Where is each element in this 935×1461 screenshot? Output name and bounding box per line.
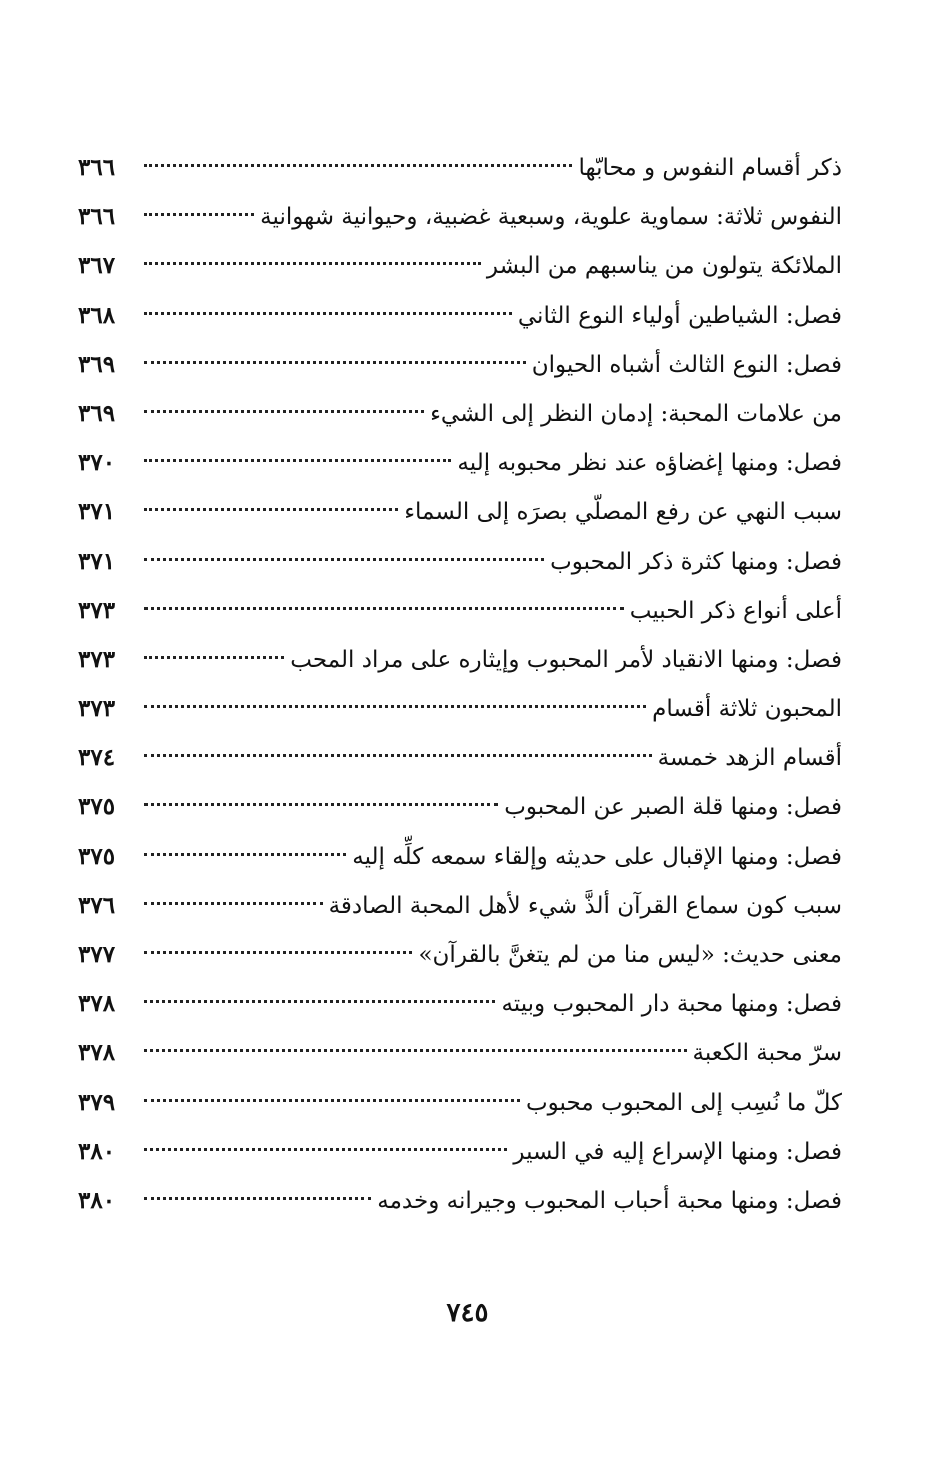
toc-entry-title: فصل: ومنها إغضاؤه عند نظر محبوبه إليه [457,450,842,477]
toc-entry-title: المحبون ثلاثة أقسام [652,696,842,723]
dot-leader [144,312,512,315]
toc-entry-title: أعلى أنواع ذكر الحبيب [629,597,842,624]
dot-leader [144,1099,520,1102]
toc-entry [78,487,842,536]
toc-entry [78,586,842,635]
toc-entry [78,192,842,241]
toc-entry-page: ٣٧٠ [78,449,116,477]
dot-leader [144,705,646,708]
toc-entry-title: سرّ محبة الكعبة [692,1040,842,1067]
toc-entry [78,143,842,192]
toc-entry [78,241,842,290]
dot-leader [144,1049,687,1052]
toc-entry-title: الملائكة يتولون من يناسبهم من البشر [486,253,842,280]
dot-leader [144,410,424,413]
toc-entry-title: فصل: ومنها الانقياد لأمر المحبوب وإيثاره على مراد المحب [290,646,842,673]
dot-leader [144,508,398,511]
toc-entry-title: كلّ ما نُسِب إلى المحبوب محبوب [526,1089,842,1116]
dot-leader [144,459,451,462]
dot-leader [144,1000,495,1003]
toc-entry [78,1127,842,1176]
toc-entry [78,930,842,979]
toc-entry-page: ٣٦٩ [78,350,116,378]
toc-entry-title: فصل: النوع الثالث أشباه الحيوان [531,351,842,378]
toc-entry-title: فصل: ومنها الإسراع إليه في السير [513,1138,842,1165]
dot-leader [144,853,346,856]
dot-leader [144,361,526,364]
toc-entry-title: سبب النهي عن رفع المصلّي بصرَه إلى السماء [404,499,842,526]
toc-entry-title: فصل: الشياطين أولياء النوع الثاني [517,302,842,329]
page-number: ٧٤٥ [446,1298,489,1328]
toc-entry-title: النفوس ثلاثة: سماوية علوية، وسبعية غضبية، وحيوانية شهوانية [260,204,842,231]
toc-entry-page: ٣٧٣ [78,645,116,673]
toc-entry-page: ٣٨٠ [78,1137,116,1165]
toc-entry-title: فصل: ومنها محبة دار المحبوب وبيته [501,991,842,1018]
toc-entry-title: فصل: ومنها الإقبال على حديثه وإلقاء سمعه كلِّه إليه [352,843,842,870]
toc-entry-title: أقسام الزهد خمسة [657,745,842,772]
toc-entry-page: ٣٦٧ [78,252,116,280]
toc-entry-page: ٣٦٦ [78,154,116,181]
toc-entry [78,1078,842,1127]
dot-leader [144,558,544,561]
toc-entry [78,537,842,586]
toc-entry [78,733,842,782]
toc-entry-page: ٣٧٨ [78,1039,116,1067]
dot-leader [144,656,284,659]
toc-entry [78,782,842,831]
toc-entry-title: سبب كون سماع القرآن ألذَّ شيء لأهل المحبة الصادقة [328,892,842,919]
dot-leader [144,951,412,954]
dot-leader [144,262,481,265]
toc-entry [78,438,842,487]
toc-entry [78,832,842,881]
toc-entry-page: ٣٧٨ [78,990,116,1018]
toc-entry-page: ٣٧٣ [78,695,116,723]
toc-entry-page: ٣٨٠ [78,1186,116,1214]
table-of-contents [78,143,842,1225]
toc-entry-page: ٣٧٦ [78,891,116,919]
toc-entry [78,881,842,930]
toc-entry-page: ٣٧١ [78,498,116,526]
toc-entry-page: ٣٧٤ [78,744,116,772]
dot-leader [144,164,572,167]
toc-entry [78,1176,842,1225]
toc-entry [78,635,842,684]
dot-leader [144,1148,507,1151]
toc-entry-page: ٣٦٦ [78,203,116,231]
dot-leader [144,902,323,905]
toc-entry-page: ٣٧٩ [78,1088,116,1116]
toc-entry-page: ٣٧١ [78,547,116,575]
dot-leader [144,1197,371,1200]
toc-entry [78,684,842,733]
dot-leader [144,803,498,806]
toc-entry [78,389,842,438]
toc-entry [78,979,842,1028]
toc-entry-title: فصل: ومنها محبة أحباب المحبوب وجيرانه وخدمه [377,1187,842,1214]
toc-entry [78,1028,842,1077]
toc-entry-page: ٣٧٥ [78,793,116,821]
dot-leader [144,607,624,610]
dot-leader [144,213,254,216]
dot-leader [144,754,652,757]
toc-entry-title: فصل: ومنها قلة الصبر عن المحبوب [504,794,842,821]
toc-entry-page: ٣٧٧ [78,941,116,968]
toc-entry-title: فصل: ومنها كثرة ذكر المحبوب [550,548,842,575]
toc-entry [78,291,842,340]
toc-entry-page: ٣٦٩ [78,399,116,427]
toc-entry-page: ٣٦٨ [78,301,116,329]
toc-entry-page: ٣٧٥ [78,842,116,870]
toc-entry-title: من علامات المحبة: إدمان النظر إلى الشيء [430,400,842,427]
toc-entry [78,340,842,389]
toc-entry-title: معنى حديث: «ليس منا من لم يتغنَّ بالقرآن» [418,942,842,968]
toc-entry-page: ٣٧٣ [78,596,116,624]
toc-entry-title: ذكر أقسام النفوس و محابّها [578,155,842,181]
